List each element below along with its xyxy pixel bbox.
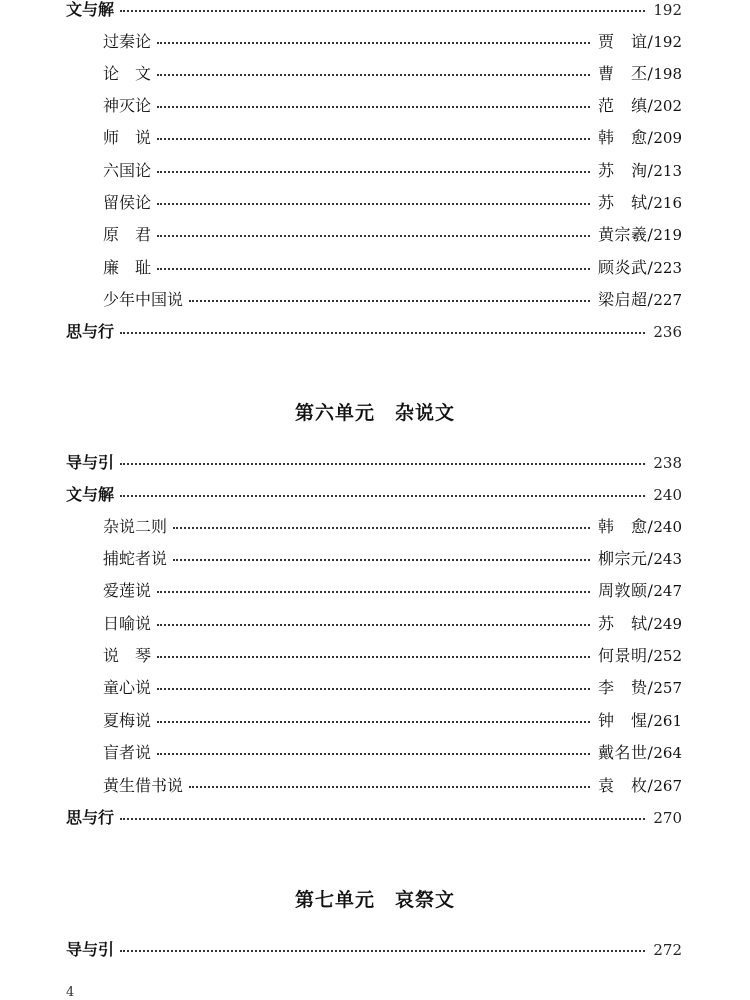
- section-title: 文与解: [66, 0, 115, 19]
- dot-leader: [157, 255, 590, 281]
- entry-author: 柳宗元/: [597, 549, 654, 568]
- toc-section-row: [66, 937, 682, 963]
- toc-entry: [103, 546, 682, 572]
- entry-author: 钟 惺/: [597, 711, 654, 730]
- dot-leader: [157, 578, 590, 604]
- entry-title: 论 文: [103, 64, 152, 83]
- toc-entry: [103, 578, 682, 604]
- dot-leader: [157, 708, 590, 734]
- entry-title: 爱莲说: [103, 581, 152, 600]
- toc-entry: [103, 514, 682, 540]
- toc-entry: [103, 643, 682, 669]
- page-number: 238: [653, 454, 682, 472]
- toc-section-row: [66, 805, 682, 831]
- entry-title: 师 说: [103, 128, 152, 147]
- dot-leader: [157, 61, 590, 87]
- section-title: 导与引: [66, 940, 115, 959]
- entry-author: 袁 枚/: [597, 776, 654, 795]
- page-number: 264: [653, 744, 682, 762]
- section-title: 导与引: [66, 453, 115, 472]
- folio-page-number: 4: [66, 985, 75, 1000]
- toc-entry: [103, 675, 682, 701]
- entry-author: 梁启超/: [597, 290, 654, 309]
- toc-entry: [103, 773, 682, 799]
- page-number: 240: [653, 486, 682, 504]
- entry-author: 韩 愈/: [597, 128, 654, 147]
- page-number: 252: [653, 647, 682, 665]
- entry-title: 说 琴: [103, 646, 152, 665]
- entry-title: 原 君: [103, 225, 152, 244]
- dot-leader: [157, 158, 590, 184]
- entry-title: 黄生借书说: [103, 776, 184, 795]
- entry-title: 捕蛇者说: [103, 549, 168, 568]
- page-number: 261: [653, 712, 682, 730]
- entry-author: 曹 丕/: [597, 64, 654, 83]
- page-number: 202: [653, 97, 682, 115]
- entry-author: 范 缜/: [597, 96, 654, 115]
- page-number: 192: [653, 33, 682, 51]
- dot-leader: [120, 482, 645, 508]
- toc-section-row: [66, 0, 682, 23]
- dot-leader: [189, 773, 590, 799]
- dot-leader: [157, 611, 590, 637]
- dot-leader: [157, 675, 590, 701]
- page-number: 240: [653, 518, 682, 536]
- dot-leader: [157, 740, 590, 766]
- dot-leader: [157, 222, 590, 248]
- toc-entry: [103, 190, 682, 216]
- page-number: 216: [653, 194, 682, 212]
- entry-title: 童心说: [103, 678, 152, 697]
- dot-leader: [120, 805, 645, 831]
- page-number: 272: [653, 941, 682, 959]
- dot-leader: [173, 514, 590, 540]
- page-number: 223: [653, 259, 682, 277]
- dot-leader: [189, 287, 590, 313]
- toc-entry: [103, 708, 682, 734]
- toc-entry: [103, 158, 682, 184]
- dot-leader: [120, 0, 645, 23]
- page-number: 198: [653, 65, 682, 83]
- entry-title: 少年中国说: [103, 290, 184, 309]
- entry-author: 苏 洵/: [597, 161, 654, 180]
- entry-author: 李 贽/: [597, 678, 654, 697]
- entry-title: 廉 耻: [103, 258, 152, 277]
- section-title: 思与行: [66, 808, 115, 827]
- entry-author: 韩 愈/: [597, 517, 654, 536]
- toc-section-row: [66, 482, 682, 508]
- toc-section-row: [66, 319, 682, 345]
- page-number: 227: [653, 291, 682, 309]
- entry-author: 周敦颐/: [597, 581, 654, 600]
- page-number: 270: [653, 809, 682, 827]
- section-title: 文与解: [66, 485, 115, 504]
- entry-title: 留侯论: [103, 193, 152, 212]
- entry-title: 盲者说: [103, 743, 152, 762]
- dot-leader: [120, 937, 645, 963]
- toc-entry: [103, 611, 682, 637]
- entry-title: 日喻说: [103, 614, 152, 633]
- toc-entry: [103, 222, 682, 248]
- page-number: 192: [653, 1, 682, 19]
- page-number: 219: [653, 226, 682, 244]
- entry-title: 六国论: [103, 161, 152, 180]
- page-number: 243: [653, 550, 682, 568]
- dot-leader: [173, 546, 590, 572]
- page-number: 236: [653, 323, 682, 341]
- toc-entry: [103, 255, 682, 281]
- entry-author: 戴名世/: [597, 743, 654, 762]
- page-number: 249: [653, 615, 682, 633]
- entry-title: 杂说二则: [103, 517, 168, 536]
- dot-leader: [120, 450, 645, 476]
- entry-title: 神灭论: [103, 96, 152, 115]
- entry-author: 苏 轼/: [597, 193, 654, 212]
- page-number: 247: [653, 582, 682, 600]
- page-number: 209: [653, 129, 682, 147]
- entry-title: 过秦论: [103, 32, 152, 51]
- dot-leader: [157, 125, 590, 151]
- toc-entry: [103, 125, 682, 151]
- dot-leader: [157, 29, 590, 55]
- toc-entry: [103, 287, 682, 313]
- unit-heading: 第六单元 杂说文: [294, 402, 455, 424]
- toc-entry: [103, 740, 682, 766]
- toc-entry: [103, 93, 682, 119]
- dot-leader: [120, 319, 645, 345]
- unit-heading: 第七单元 哀祭文: [294, 889, 455, 911]
- dot-leader: [157, 190, 590, 216]
- entry-author: 苏 轼/: [597, 614, 654, 633]
- page-number: 267: [653, 777, 682, 795]
- entry-author: 贾 谊/: [597, 32, 654, 51]
- toc-entry: [103, 29, 682, 55]
- toc-entry: [103, 61, 682, 87]
- dot-leader: [157, 643, 590, 669]
- entry-author: 黄宗羲/: [597, 225, 654, 244]
- section-title: 思与行: [66, 322, 115, 341]
- entry-author: 何景明/: [597, 646, 654, 665]
- page-number: 257: [653, 679, 682, 697]
- page-number: 213: [653, 162, 682, 180]
- entry-title: 夏梅说: [103, 711, 152, 730]
- toc-section-row: [66, 450, 682, 476]
- entry-author: 顾炎武/: [597, 258, 654, 277]
- dot-leader: [157, 93, 590, 119]
